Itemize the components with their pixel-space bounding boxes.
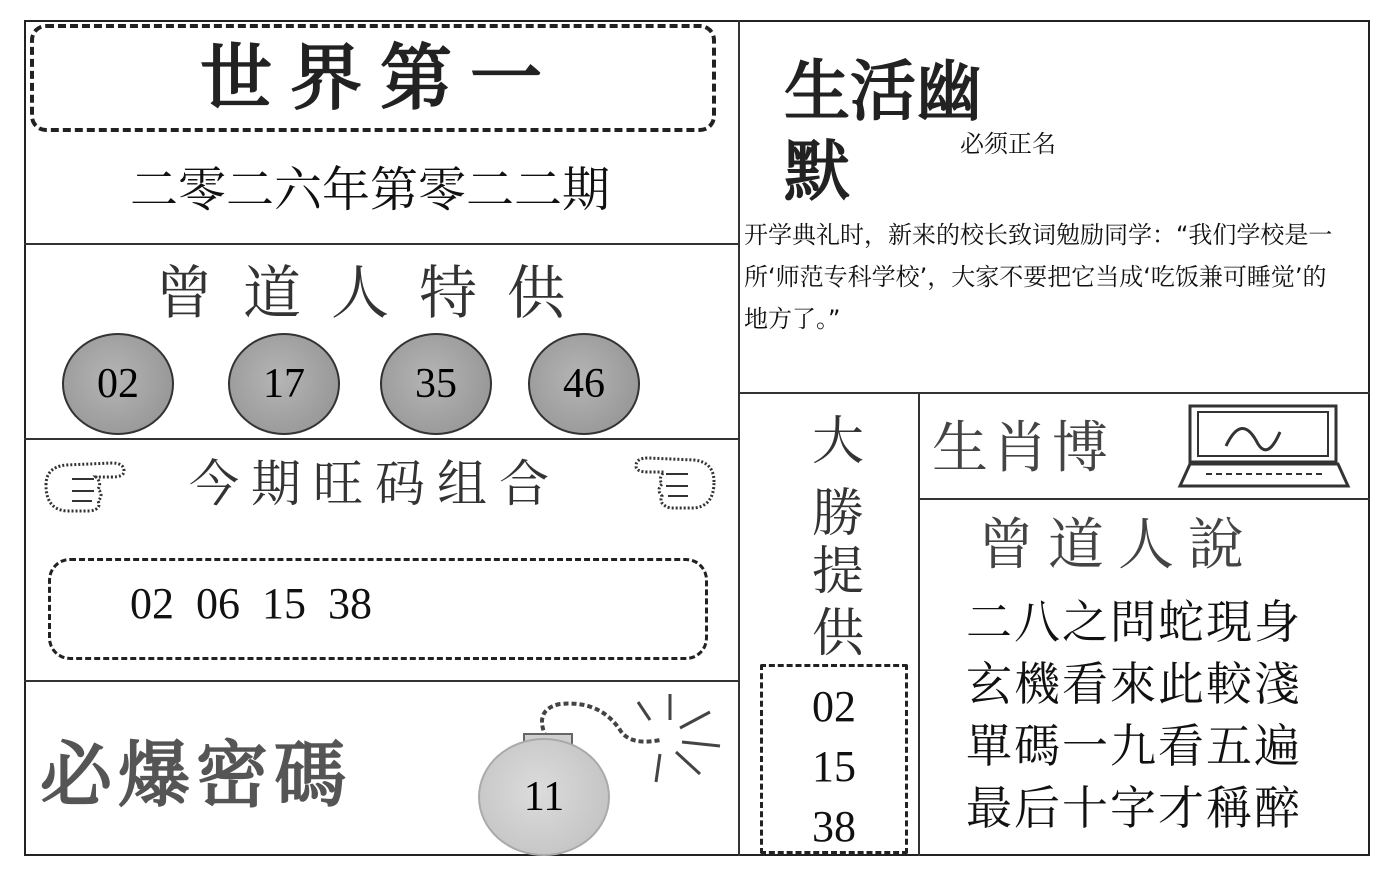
left-divider-3 bbox=[24, 680, 738, 682]
combo-numbers: 02 06 15 38 bbox=[130, 579, 372, 628]
right-inner-divider bbox=[918, 392, 920, 856]
humor-title: 生活幽默 bbox=[784, 53, 982, 210]
right-divider-1 bbox=[738, 392, 1370, 394]
dasheng-char: 大 bbox=[811, 412, 864, 472]
center-divider bbox=[738, 20, 740, 856]
dasheng-char: 提 bbox=[811, 542, 864, 602]
bomb-title: 必爆密碼 bbox=[40, 733, 353, 817]
dasheng-char: 勝 bbox=[811, 484, 864, 544]
left-pointing-hand-icon bbox=[42, 455, 142, 515]
dasheng-char: 供 bbox=[811, 604, 864, 664]
special-title: 曾道人特供 bbox=[154, 259, 595, 327]
zodiac-title: 生肖博 bbox=[932, 416, 1112, 481]
brand-title: 世界第一 bbox=[199, 36, 560, 120]
saying-line: 二八之問蛇現身 bbox=[966, 595, 1302, 649]
dasheng-number: 38 bbox=[812, 802, 856, 851]
right-divider-2 bbox=[918, 498, 1370, 500]
number-ball: 17 bbox=[228, 333, 340, 435]
left-divider-2 bbox=[24, 438, 738, 440]
left-divider-1 bbox=[24, 243, 738, 245]
humor-text: 开学典礼时，新来的校长致词勉励同学：“我们学校是一所‘师范专科学校’，大家不要把它当成‘吃饭兼可睡觉’的地方了。” bbox=[744, 221, 1333, 333]
issue-text: 二零二六年第零二二期 bbox=[129, 162, 610, 218]
number-ball: 02 bbox=[62, 333, 174, 435]
computer-icon bbox=[1176, 402, 1352, 490]
saying-line: 玄機看來此較淺 bbox=[966, 657, 1302, 711]
saying-line: 單碼一九看五遍 bbox=[966, 719, 1302, 773]
bomb-number-ball: 11 bbox=[478, 738, 610, 856]
combo-title: 今期旺码组合 bbox=[189, 455, 561, 513]
dasheng-number: 02 bbox=[812, 682, 856, 731]
dasheng-number: 15 bbox=[812, 742, 856, 791]
sayings-title: 曾道人說 bbox=[978, 513, 1258, 578]
number-ball: 35 bbox=[380, 333, 492, 435]
right-pointing-hand-icon bbox=[618, 450, 718, 514]
number-ball: 46 bbox=[528, 333, 640, 435]
saying-line: 最后十字才稱醉 bbox=[966, 781, 1302, 835]
humor-subtitle: 必须正名 bbox=[960, 130, 1056, 158]
